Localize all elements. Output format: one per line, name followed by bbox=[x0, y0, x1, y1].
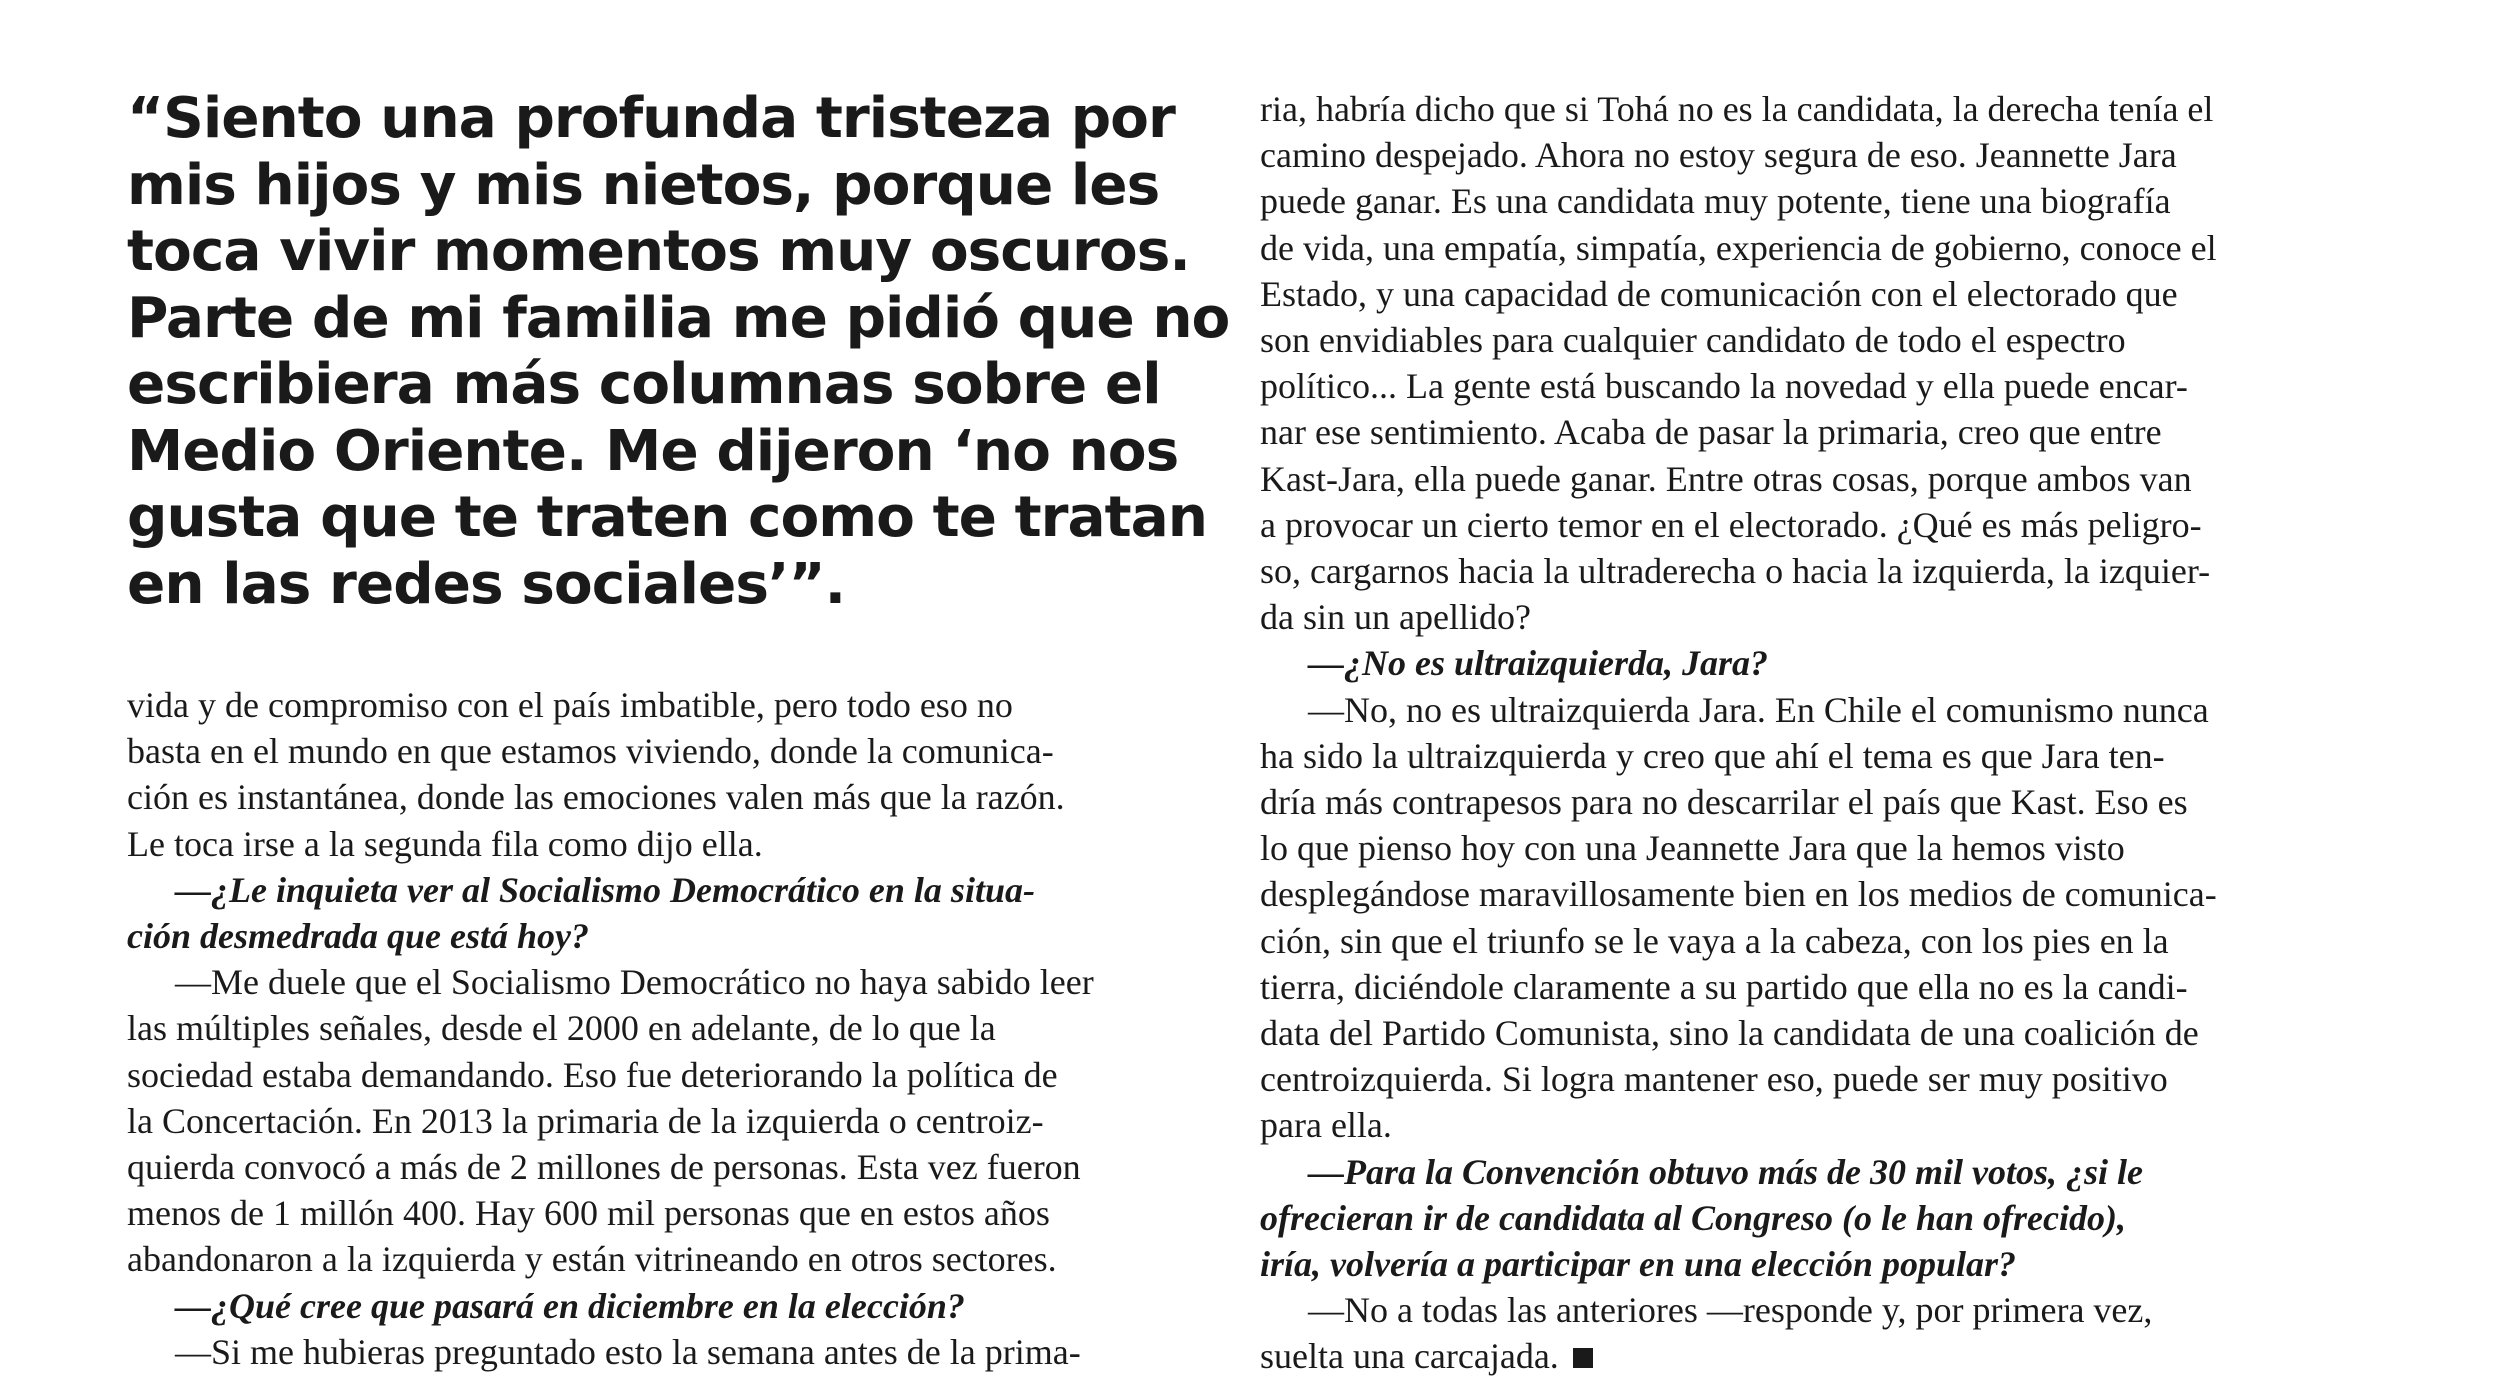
interview-answer-line: —No, no es ultraizquierda Jara. En Chile el comunismo nunca bbox=[1308, 689, 2209, 730]
text-line: data del Partido Comunista, sino la candidata de una coalición de bbox=[1260, 1013, 2199, 1054]
interview-question-line: —¿Le inquieta ver al Socialismo Democrático en la situa- bbox=[175, 869, 1035, 910]
interview-question-line: ción desmedrada que está hoy? bbox=[127, 916, 589, 957]
text-line: tierra, diciéndole claramente a su partido que ella no es la candi- bbox=[1260, 966, 2188, 1007]
text-line: so, cargarnos hacia la ultraderecha o hacia la izquierda, la izquier- bbox=[1260, 551, 2211, 592]
text-line: desplegándose maravillosamente bien en los medios de comunica- bbox=[1260, 874, 2217, 915]
pull-quote-line: “Siento una profunda tristeza por bbox=[127, 86, 1175, 151]
text-line: Kast-Jara, ella puede ganar. Entre otras cosas, porque ambos van bbox=[1260, 458, 2192, 499]
text-line: para ella. bbox=[1260, 1105, 1392, 1146]
text-line: son envidiables para cualquier candidato de todo el espectro bbox=[1260, 320, 2126, 361]
text-line: Le toca irse a la segunda fila como dijo ella. bbox=[127, 823, 763, 864]
text-line: puede ganar. Es una candidata muy potente, tiene una biografía bbox=[1260, 181, 2171, 222]
text-line: sociedad estaba demandando. Eso fue deteriorando la política de bbox=[127, 1054, 1058, 1095]
pull-quote-line: Parte de mi familia me pidió que no bbox=[127, 285, 1230, 351]
text-line: lo que pienso hoy con una Jeannette Jara que la hemos visto bbox=[1260, 828, 2125, 869]
text-line: centroizquierda. Si logra mantener eso, puede ser muy positivo bbox=[1260, 1059, 2168, 1100]
text-line: ción, sin que el triunfo se le vaya a la cabeza, con los pies en la bbox=[1260, 920, 2169, 961]
text-line: ha sido la ultraizquierda y creo que ahí el tema es que Jara ten- bbox=[1260, 735, 2165, 776]
final-line bbox=[1260, 1333, 2350, 1379]
pull-quote-line: gusta que te traten como te tratan bbox=[127, 485, 1207, 550]
pull-quote-line: en las redes sociales’”. bbox=[127, 551, 846, 617]
interview-question-line: —¿Qué cree que pasará en diciembre en la elección? bbox=[175, 1285, 965, 1326]
pull-quote-line: escribiera más columnas sobre el bbox=[127, 352, 1161, 417]
text-line: menos de 1 millón 400. Hay 600 mil personas que en estos años bbox=[127, 1193, 1050, 1234]
interview-question-line: —Para la Convención obtuvo más de 30 mil votos, ¿si le bbox=[1308, 1151, 2143, 1192]
pull-quote bbox=[127, 86, 1230, 618]
text-line: quierda convocó a más de 2 millones de personas. Esta vez fueron bbox=[127, 1147, 1081, 1188]
text-line: la Concertación. En 2013 la primaria de la izquierda o centroiz- bbox=[127, 1100, 1044, 1141]
text-line: dría más contrapesos para no descarrilar el país que Kast. Eso es bbox=[1260, 782, 2188, 823]
text-line: político... La gente está buscando la novedad y ella puede encar- bbox=[1260, 366, 2188, 407]
interview-question-line: iría, volvería a participar en una elección popular? bbox=[1260, 1244, 2016, 1285]
text-line: de vida, una empatía, simpatía, experiencia de gobierno, conoce el bbox=[1260, 227, 2217, 268]
pull-quote-line: toca vivir momentos muy oscuros. bbox=[127, 219, 1190, 284]
text-line: abandonaron a la izquierda y están vitrineando en otros sectores. bbox=[127, 1239, 1057, 1280]
left-column bbox=[127, 86, 1230, 1372]
text-line: suelta una carcajada. bbox=[1260, 1336, 1559, 1377]
pull-quote-line: Medio Oriente. Me dijeron ‘no nos bbox=[127, 418, 1179, 484]
text-line: camino despejado. Ahora no estoy segura de eso. Jeannette Jara bbox=[1260, 135, 2177, 176]
pull-quote-line: mis hijos y mis nietos, porque les bbox=[127, 152, 1160, 218]
text-line: Estado, y una capacidad de comunicación con el electorado que bbox=[1260, 273, 2178, 314]
interview-answer-line: —No a todas las anteriores —responde y, por primera vez, bbox=[1308, 1290, 2153, 1331]
text-line: basta en el mundo en que estamos viviendo, donde la comunica- bbox=[127, 731, 1054, 772]
text-line: a provocar un cierto temor en el electorado. ¿Qué es más peligro- bbox=[1260, 504, 2202, 545]
interview-question-line: ofrecieran ir de candidata al Congreso (o le han ofrecido), bbox=[1260, 1197, 2126, 1238]
left-article-body bbox=[127, 682, 1094, 1375]
text-line: nar ese sentimiento. Acaba de pasar la primaria, creo que entre bbox=[1260, 412, 2162, 453]
interview-answer-line: —Si me hubieras preguntado esto la semana antes de la prima- bbox=[175, 1331, 1081, 1372]
end-of-article-square-icon bbox=[1573, 1348, 1593, 1368]
right-column bbox=[1260, 86, 2350, 1380]
text-line: vida y de compromiso con el país imbatible, pero todo eso no bbox=[127, 685, 1013, 725]
text-line: ción es instantánea, donde las emociones valen más que la razón. bbox=[127, 777, 1065, 818]
interview-question-line: —¿No es ultraizquierda, Jara? bbox=[1308, 643, 1769, 684]
text-line: las múltiples señales, desde el 2000 en adelante, de lo que la bbox=[127, 1008, 996, 1049]
interview-answer-line: —Me duele que el Socialismo Democrático no haya sabido leer bbox=[175, 962, 1094, 1003]
text-line: ria, habría dicho que si Tohá no es la candidata, la derecha tenía el bbox=[1260, 89, 2214, 129]
text-line: da sin un apellido? bbox=[1260, 597, 1531, 638]
